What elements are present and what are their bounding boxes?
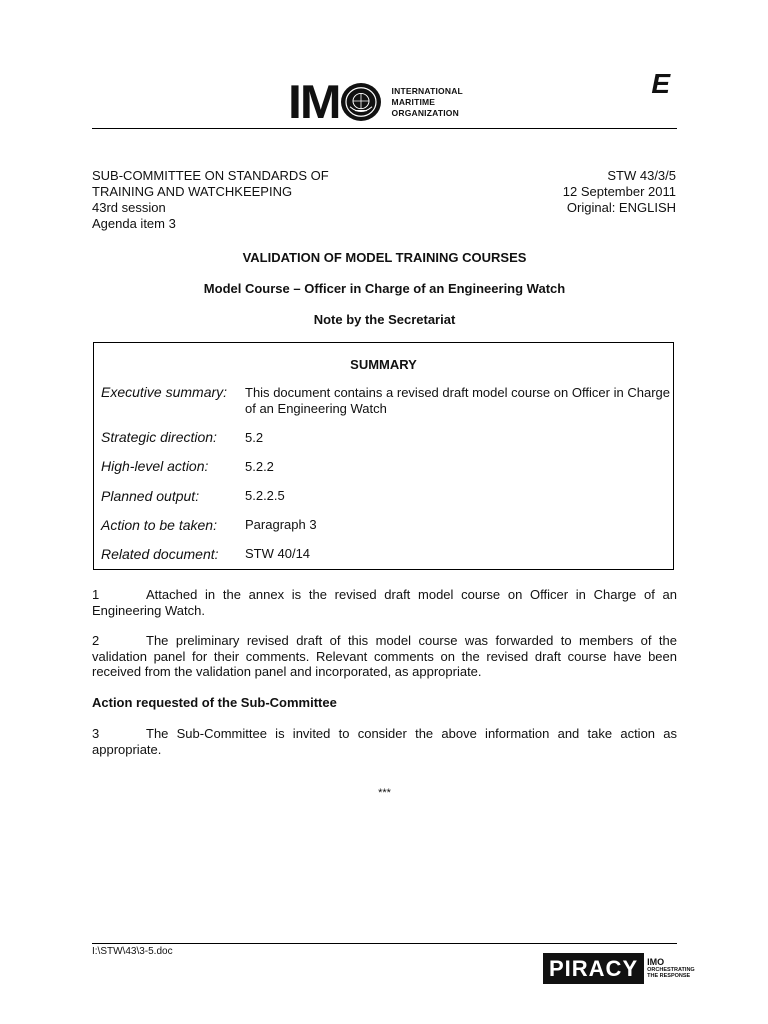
paragraph [92,633,677,680]
paragraph-number: 3 [92,726,100,741]
file-path: I:\STW\43\3-5.doc [92,946,173,957]
paragraph-number: 2 [92,633,100,648]
document-info [563,168,676,216]
summary-label: High-level action: [101,458,209,474]
summary-label: Strategic direction: [101,429,217,445]
summary-value: 5.2.2.5 [245,488,285,503]
paragraph-text: Attached in the annex is the revised draft model course on Officer in Charge of an Engineering Watch. [92,587,677,618]
summary-value: Paragraph 3 [245,517,317,532]
summary-value: This document contains a revised draft model course on Officer in Charge of an Engineering Watch [245,385,670,416]
document-note: Note by the Secretariat [313,312,456,327]
summary-value: 5.2.2 [245,459,274,474]
paragraph [92,587,677,618]
committee-info: SUB-COMMITTEE ON STANDARDS OF TRAINING AND WATCHKEEPING 43rd session Agenda item 3 [92,168,329,231]
campaign-tagline: IMO ORCHESTRATING THE RESPONSE [647,956,695,979]
summary-label: Related document: [101,546,219,562]
org-name: INTERNATIONAL MARITIME ORGANIZATION [391,85,463,118]
document-title: VALIDATION OF MODEL TRAINING COURSES [242,250,527,265]
paragraph-text: The Sub-Committee is invited to consider the above information and take action as appropriate. [92,726,677,757]
summary-value: STW 40/14 [245,546,311,561]
action-heading: Action requested of the Sub-Committee [92,695,337,710]
paragraph-text: The preliminary revised draft of this model course was forwarded to members of the validation panel for their comments. Relevant comments on the revised draft course have been received from the validation panel and incorporated, as appropriate. [92,633,677,679]
document-number: STW 43/3/5 [607,168,676,183]
summary-label: Action to be taken: [101,517,217,533]
summary-box [93,342,674,570]
imo-logo [288,75,463,129]
language-code: E [651,68,670,99]
footer-divider [92,943,677,944]
document-date: 12 September 2011 [562,184,676,199]
piracy-word: PIRACY [543,953,644,984]
summary-value: 5.2 [245,430,264,445]
un-emblem-icon [341,83,381,121]
document-subtitle: Model Course – Officer in Charge of an Engineering Watch [203,281,566,296]
paragraph-number: 1 [92,587,100,602]
paragraph [92,726,677,757]
piracy-campaign-logo [543,953,695,984]
separator: *** [378,787,391,799]
document-original-language: Original: ENGLISH [566,200,676,215]
summary-label: Planned output: [101,488,200,504]
summary-heading: SUMMARY [350,357,417,372]
imo-logo-letters: IM [288,81,382,123]
summary-label: Executive summary: [101,384,228,400]
header-divider [92,128,677,129]
